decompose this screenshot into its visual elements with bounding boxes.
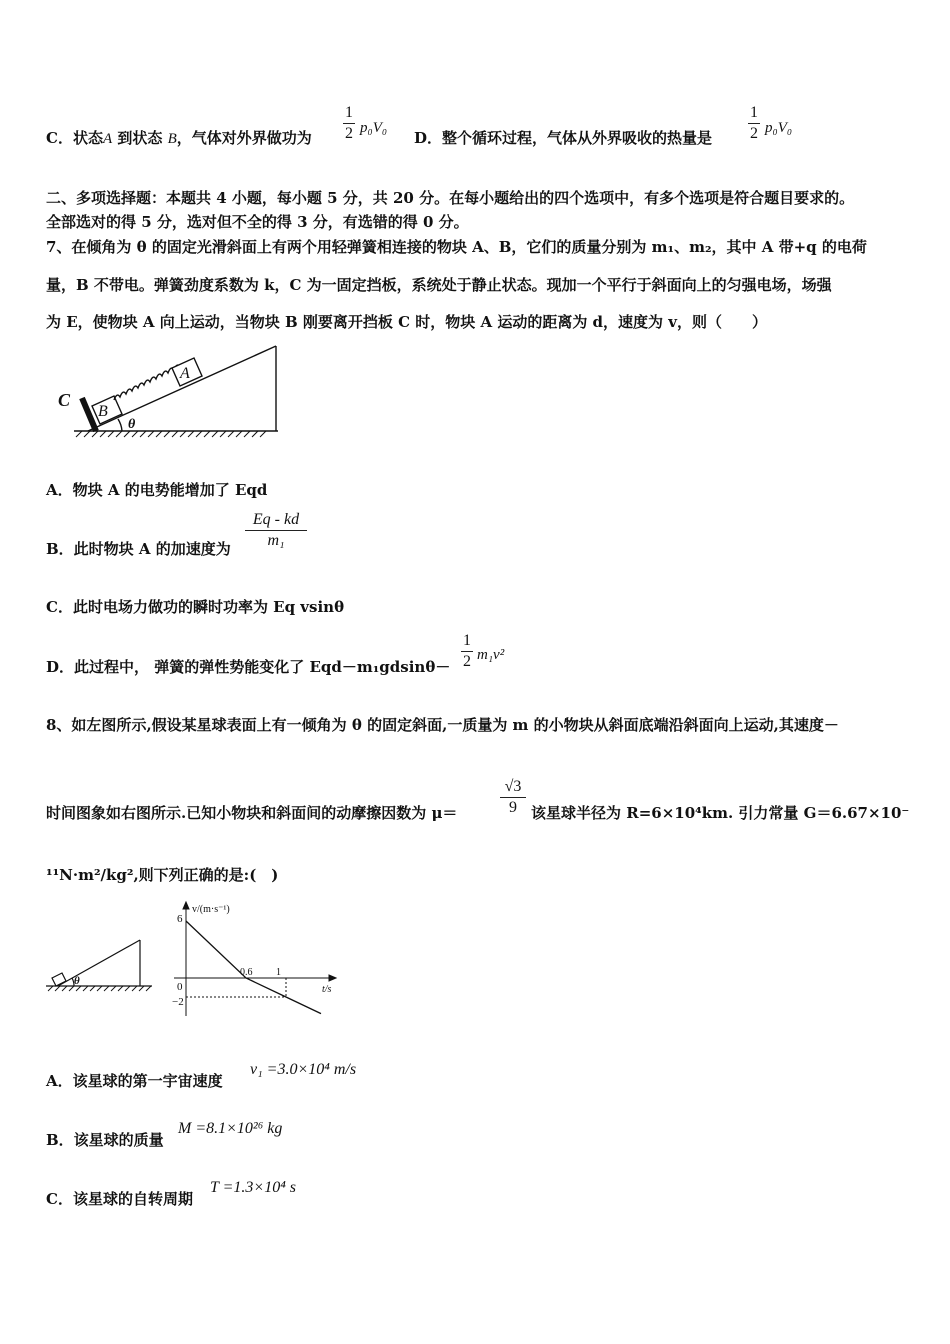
q8-mu-fraction: √3 9 (500, 778, 526, 817)
q8-incline-figure (44, 932, 156, 992)
q6-c-fraction: 1 2 (345, 104, 353, 142)
q8-vt-graph (164, 900, 344, 1022)
q7-option-b: B．此时物块 A 的加速度为 (46, 540, 231, 558)
q8-figure-theta: θ (74, 975, 80, 987)
tick-1: 1 (276, 967, 281, 978)
q8-option-c-expr: T =1.3×10⁴ s (210, 1179, 296, 1196)
q8-option-c: C．该星球的自转周期 (46, 1190, 193, 1208)
figure-label-a: A (180, 365, 190, 382)
q6-d-expr: p₀V₀ (765, 120, 793, 136)
figure-label-b: B (98, 403, 108, 420)
figure-label-theta: θ (128, 417, 136, 432)
q8-option-b: B．该星球的质量 (46, 1131, 164, 1149)
tick-6: 6 (177, 913, 183, 925)
q8-option-a-expr: v₁ =3.0×10⁴ m/s (250, 1061, 357, 1078)
q7-option-a: A．物块 A 的电势能增加了 Eqd (46, 481, 268, 499)
q7-incline-figure (52, 340, 284, 440)
q6-option-c: C．状态A 到状态 B，气体对外界做功为 (46, 129, 312, 147)
graph-ylabel: v/(m·s⁻¹) (192, 904, 230, 915)
q8-option-b-expr: M =8.1×10²⁶ kg (178, 1120, 283, 1137)
q7-d-tail: m₁v² (477, 647, 505, 663)
section2-line1: 二、多项选择题：本题共 4 小题，每小题 5 分，共 20 分。在每小题给出的四个选项中，有多个选项是符合题目要求的。 (46, 189, 855, 207)
q7-option-d: D．此过程中， 弹簧的弹性势能变化了 Eqd－m₁gdsinθ－ (46, 658, 451, 676)
q7-option-c: C．此时电场力做功的瞬时功率为 Eq vsinθ (46, 598, 345, 616)
q7-stem-line3: 为 E，使物块 A 向上运动，当物块 B 刚要离开挡板 C 时，物块 A 运动的距离为 d，速度为 v，则（ ） (46, 313, 767, 331)
q8-option-a: A．该星球的第一宇宙速度 (46, 1072, 223, 1090)
q8-stem-line3: ¹¹N·m²/kg²,则下列正确的是:( ) (46, 866, 279, 884)
q6-c-expr: p₀V₀ (360, 120, 388, 136)
tick-0: 0 (177, 981, 183, 993)
q7-stem-line1: 7、在倾角为 θ 的固定光滑斜面上有两个用轻弹簧相连接的物块 A、B，它们的质量分别为 m₁、m₂，其中 A 带+q 的电荷 (46, 238, 867, 256)
graph-xlabel: t/s (322, 984, 332, 995)
q6-d-fraction: 1 2 (750, 104, 758, 142)
q8-stem-line2: 时间图象如右图所示.已知小物块和斜面间的动摩擦因数为 μ＝ (46, 804, 458, 822)
q7-d-fraction: 1 2 (463, 632, 471, 670)
tick-neg2: −2 (172, 996, 184, 1008)
q7-stem-line2: 量，B 不带电。弹簧劲度系数为 k，C 为一固定挡板，系统处于静止状态。现加一个平行于斜面向上的匀强电场，场强 (46, 276, 832, 294)
q8-stem-line1: 8、如左图所示,假设某星球表面上有一倾角为 θ 的固定斜面,一质量为 m 的小物块从斜面底端沿斜面向上运动,其速度－ (46, 716, 839, 734)
vt-series-line (186, 921, 321, 1014)
q8-stem-line2b: 该星球半径为 R=6×10⁴km. 引力常量 G＝6.67×10⁻ (531, 804, 910, 822)
section2-line2: 全部选对的得 5 分，选对但不全的得 3 分，有选错的得 0 分。 (46, 213, 469, 231)
figure-label-c: C (58, 390, 71, 410)
q6-option-d: D．整个循环过程，气体从外界吸收的热量是 (414, 129, 713, 147)
tick-0.6: 0.6 (240, 967, 253, 978)
q7-b-fraction: Eq - kd m₁ (245, 511, 307, 550)
